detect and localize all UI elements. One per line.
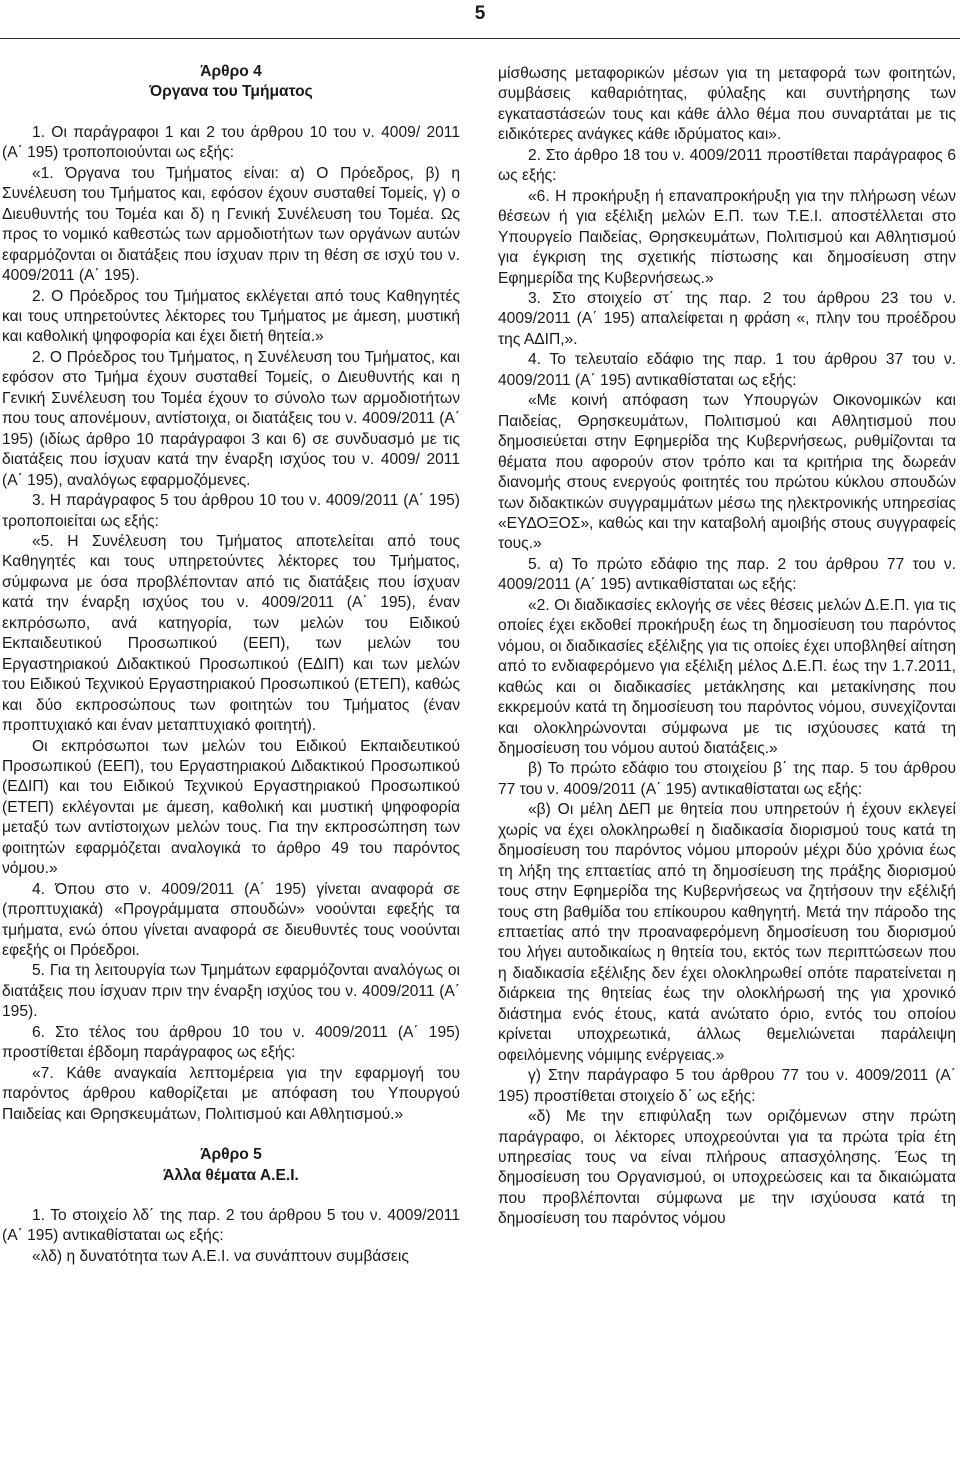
paragraph: 2. Ο Πρόεδρος του Τμήματος εκλέγεται από τους Καθηγητές και τους υπηρετούντες λέκτορες του Τμήματος με άμεση, μυστική και καθολική ψηφοφορία και έχει διετή θητεία.» (2, 287, 460, 346)
left-column (2, 62, 460, 1267)
paragraph: «λδ) η δυνατότητα των Α.Ε.Ι. να συνάπτουν συμβάσεις (32, 1247, 409, 1265)
paragraph: 1. Οι παράγραφοι 1 και 2 του άρθρου 10 του ν. 4009/ 2011 (Α΄ 195) τροποποιούνται ως εξής: (2, 123, 460, 162)
paragraph: 2. Στο άρθρο 18 του ν. 4009/2011 προστίθεται παράγραφος 6 ως εξής: (498, 146, 956, 185)
paragraph: 2. Ο Πρόεδρος του Τμήματος, η Συνέλευση του Τμήματος, και εφόσον στο Τμήμα έχουν συσταθεί Τομείς, ο Διευθυντής και η Γενική Συνέλευση του Τομέα έχουν το σύνολο των αρμοδιοτήτων που τους απονέμουν, αντίστοιχα, οι διατάξεις του ν. 4009/2011 (Α΄ 195) (ιδίως άρθρο 10 παράγραφοι 3 και 6) σε συνδυασμό με τις διατάξεις που ίσχυαν κατά την έναρξη ισχύος του ν. 4009/ 2011 (Α΄ 195), αναλόγως εφαρμοζόμενες. (2, 348, 460, 489)
article-5-subtitle: Άλλα θέματα Α.Ε.Ι. (163, 1166, 299, 1184)
paragraph: 1. Το στοιχείο λδ΄ της παρ. 2 του άρθρου 5 του ν. 4009/2011 (Α΄ 195) αντικαθίσταται ως εξής: (2, 1207, 460, 1245)
paragraph: «6. Η προκήρυξη ή επαναπροκήρυξη για την πλήρωση νέων θέσεων ή για εξέλιξη μελών Ε.Π. των Τ.Ε.Ι. αποστέλλεται στο Υπουργείο Παιδείας, Θρησκευμάτων, Πολιτισμού και Αθλητισμού για έγκριση της σχετικής πίστωσης και δημοσίευση στην Εφημερίδα της Κυβερνήσεως.» (498, 187, 956, 287)
heading-spacer (2, 103, 460, 123)
continued-paragraph: μίσθωσης μεταφορικών μέσων για τη μεταφορά των φοιτητών, συμβάσεις καθαριότητας, φύλαξης και συντήρησης των εγκαταστάσεών τους και κάθε άλλο θέμα που συναρτάται με τις ειδικότερες ανάγκες κάθε ιδρύματος και». (498, 65, 956, 144)
paragraph: 4. Όπου στο ν. 4009/2011 (Α΄ 195) γίνεται αναφορά σε (προπτυχιακά) «Προγράμματα σπουδών» νοούνται εφεξής τα τμήματα, ενώ όπου γίνεται αναφορά σε διευθυντές τους νοούνται εφεξής οι Πρόεδροι. (2, 880, 460, 960)
paragraph: 5. α) Το πρώτο εδάφιο της παρ. 2 του άρθρου 77 του ν. 4009/2011 (Α΄ 195) αντικαθίσταται ως εξής: (498, 555, 956, 594)
paragraph: «2. Οι διαδικασίες εκλογής σε νέες θέσεις μελών Δ.Ε.Π. για τις οποίες έχει εκδοθεί προκήρυξη έως τη δημοσίευση του παρόντος νόμου, οι διαδικασίες εξέλιξης για τις οποίες έχει υποβληθεί αίτηση από το ενδιαφερόμενο για εξέλιξη μέλος Δ.Ε.Π. έως την 1.7.2011, καθώς και οι διαδικασίες μετάκλησης και μετακίνησης που εκκρεμούν κατά τη δημοσίευση του παρόντος νόμου, συνεχίζονται και ολοκληρώνονται σύμφωνα με τις ισχύουσες κατά τη δημοσίευση του νόμου αυτού διατάξεις.» (498, 596, 956, 757)
paragraph: Οι εκπρόσωποι των μελών του Ειδικού Εκπαιδευτικού Προσωπικού (ΕΕΠ), του Εργαστηριακού Διδακτικού Προσωπικού (ΕΔΙΠ) και του Ειδικού Τεχνικού Εργαστηριακού Προσωπικού (ΕΤΕΠ) εκλέγονται με άμεση, καθολική και μυστική ψηφοφορία μεταξύ των αντίστοιχων μελών τους. Για την εκπροσώπηση των φοιτητών εφαρμόζεται αναλογικά το άρθρο 49 του παρόντος νόμου.» (2, 737, 460, 878)
paragraph: «7. Κάθε αναγκαία λεπτομέρεια για την εφαρμογή του παρόντος άρθρου καθορίζεται με απόφαση του Υπουργού Παιδείας και Θρησκευμάτων, Πολιτισμού και Αθλητισμού.» (2, 1064, 460, 1123)
paragraph: γ) Στην παράγραφο 5 του άρθρου 77 του ν. 4009/2011 (Α΄ 195) προστίθεται στοιχείο δ΄ ως εξής: (498, 1067, 956, 1105)
paragraph: 6. Στο τέλος του άρθρου 10 του ν. 4009/2011 (Α΄ 195) προστίθεται έβδομη παράγραφος ως εξής: (2, 1023, 460, 1062)
right-column (498, 64, 956, 1230)
paragraph: 5. Για τη λειτουργία των Τμημάτων εφαρμόζονται αναλόγως οι διατάξεις που ίσχυαν πριν την έναρξη ισχύος του ν. 4009/2011 (Α΄ 195). (2, 962, 460, 1021)
paragraph: «δ) Με την επιφύλαξη των οριζόμενων στην πρώτη παράγραφο, οι λέκτορες υποχρεούνται για τα πρώτα τρία έτη υπηρεσίας τους να είναι πλήρους απασχόλησης. Έως τη δημοσίευση του Οργανισμού, οι υποχρεώσεις και τα δικαιώματα που προβλέπονται σύμφωνα με την ισχύουσα κατά τη δημοσίευση του παρόντος νόμου (498, 1108, 956, 1228)
article-4-subtitle: Όργανα του Τμήματος (149, 83, 313, 101)
paragraph: «5. Η Συνέλευση του Τμήματος αποτελείται από τους Καθηγητές και τους υπηρετούντες λέκτορες του Τμήματος, σύμφωνα με όσα προβλέπονταν από τις διατάξεις που ίσχυαν κατά την έναρξη ισχύος του ν. 4009/2011 (Α΄ 195), έναν εκπρόσωπο, ανά κατηγορία, των μελών του Ειδικού Εκπαιδευτικού Προσωπικού (ΕΕΠ), των μελών του Εργαστηριακού Διδακτικού Προσωπικού (ΕΔΙΠ) και των μελών του Ειδικού Τεχνικού Εργαστηριακού Προσωπικού (ΕΤΕΠ), καθώς και δύο εκπροσώπους των φοιτητών του Τμήματος (έναν προπτυχιακό και έναν μεταπτυχιακό φοιτητή). (2, 532, 460, 735)
article-5-title: Άρθρο 5 (200, 1146, 262, 1164)
heading-spacer (2, 1186, 460, 1206)
paragraph: «Με κοινή απόφαση των Υπουργών Οικονομικών και Παιδείας, Θρησκευμάτων, Πολιτισμού και Αθλητισμού που δημοσιεύεται στην Εφημερίδα της Κυβερνήσεως, ρυθμίζονται τα θέματα που αφορούν στον τρόπο και τα κριτήρια της δωρεάν διανομής στους ενεργούς φοιτητές του πρώτου κύκλου σπουδών των διδακτικών συγγραμμάτων μέσω της ηλεκτρονικής υπηρεσίας «ΕΥΔΟΞΟΣ», καθώς και την καταβολή αμοιβής στους συγγραφείς τους.» (498, 392, 956, 553)
paragraph: 3. Η παράγραφος 5 του άρθρου 10 του ν. 4009/2011 (Α΄ 195) τροποποιείται ως εξής: (2, 492, 460, 530)
article-4-title: Άρθρο 4 (200, 63, 262, 80)
paragraph: β) Το πρώτο εδάφιο του στοιχείου β΄ της παρ. 5 του άρθρου 77 του ν. 4009/2011 (Α΄ 195) αντικαθίσταται ως εξής: (498, 760, 956, 798)
paragraph: 4. Το τελευταίο εδάφιο της παρ. 1 του άρθρου 37 του ν. 4009/2011 (Α΄ 195) αντικαθίσταται ως εξής: (498, 351, 956, 389)
header-rule (0, 38, 960, 39)
paragraph: 3. Στο στοιχείο στ΄ της παρ. 2 του άρθρου 23 του ν. 4009/2011 (Α΄ 195) απαλείφεται η φράση «, πλην του προέδρου της ΑΔΙΠ,». (498, 289, 956, 348)
paragraph: «β) Οι μέλη ΔΕΠ με θητεία που υπηρετούν ή έχουν εκλεγεί χωρίς να έχει ολοκληρωθεί η διαδικασία διορισμού τους κατά τη δημοσίευση του παρόντος νόμου μπορούν μέχρι δύο χρόνια έως τη λήξη της επταετίας από τη δημοσίευση της πράξης διορισμού τους στην Εφημερίδα της Κυβερνήσεως να ζητήσουν την εξέλιξή τους στη βαθμίδα του επίκουρου καθηγητή. Μετά την πάροδο της επταετίας από την προαναφερόμενη δημοσίευση του διορισμού του λήγει αυτοδικαίως η θητεία του, εκτός των περιπτώσεων που η διαδικασία εξέλιξης δεν έχει ολοκληρωθεί οπότε παρατείνεται η διάρκεια της θητείας έως την ολοκλήρωσή της για χρονικό διάστημα ενός έτους, κατά ανώτατο όριο, εντός του οποίου κρίνεται υποχρεωτικά, άλλως θεμελιώνεται παράλειψη οφειλόμενης νόμιμης ενέργειας.» (498, 801, 956, 1064)
paragraph: «1. Όργανα του Τμήματος είναι: α) Ο Πρόεδρος, β) η Συνέλευση του Τμήματος και, εφόσον έχουν συσταθεί Τομείς, γ) ο Διευθυντής του Τομέα και δ) η Γενική Συνέλευση του Τομέα. Ως προς το νομικό καθεστώς των αρμοδιοτήτων των οργάνων αυτών εφαρμόζονται οι διατάξεις που ίσχυαν πριν τη θέση σε ισχύ του ν. 4009/2011 (Α΄ 195). (2, 164, 460, 285)
page-number: 5 (474, 3, 486, 24)
